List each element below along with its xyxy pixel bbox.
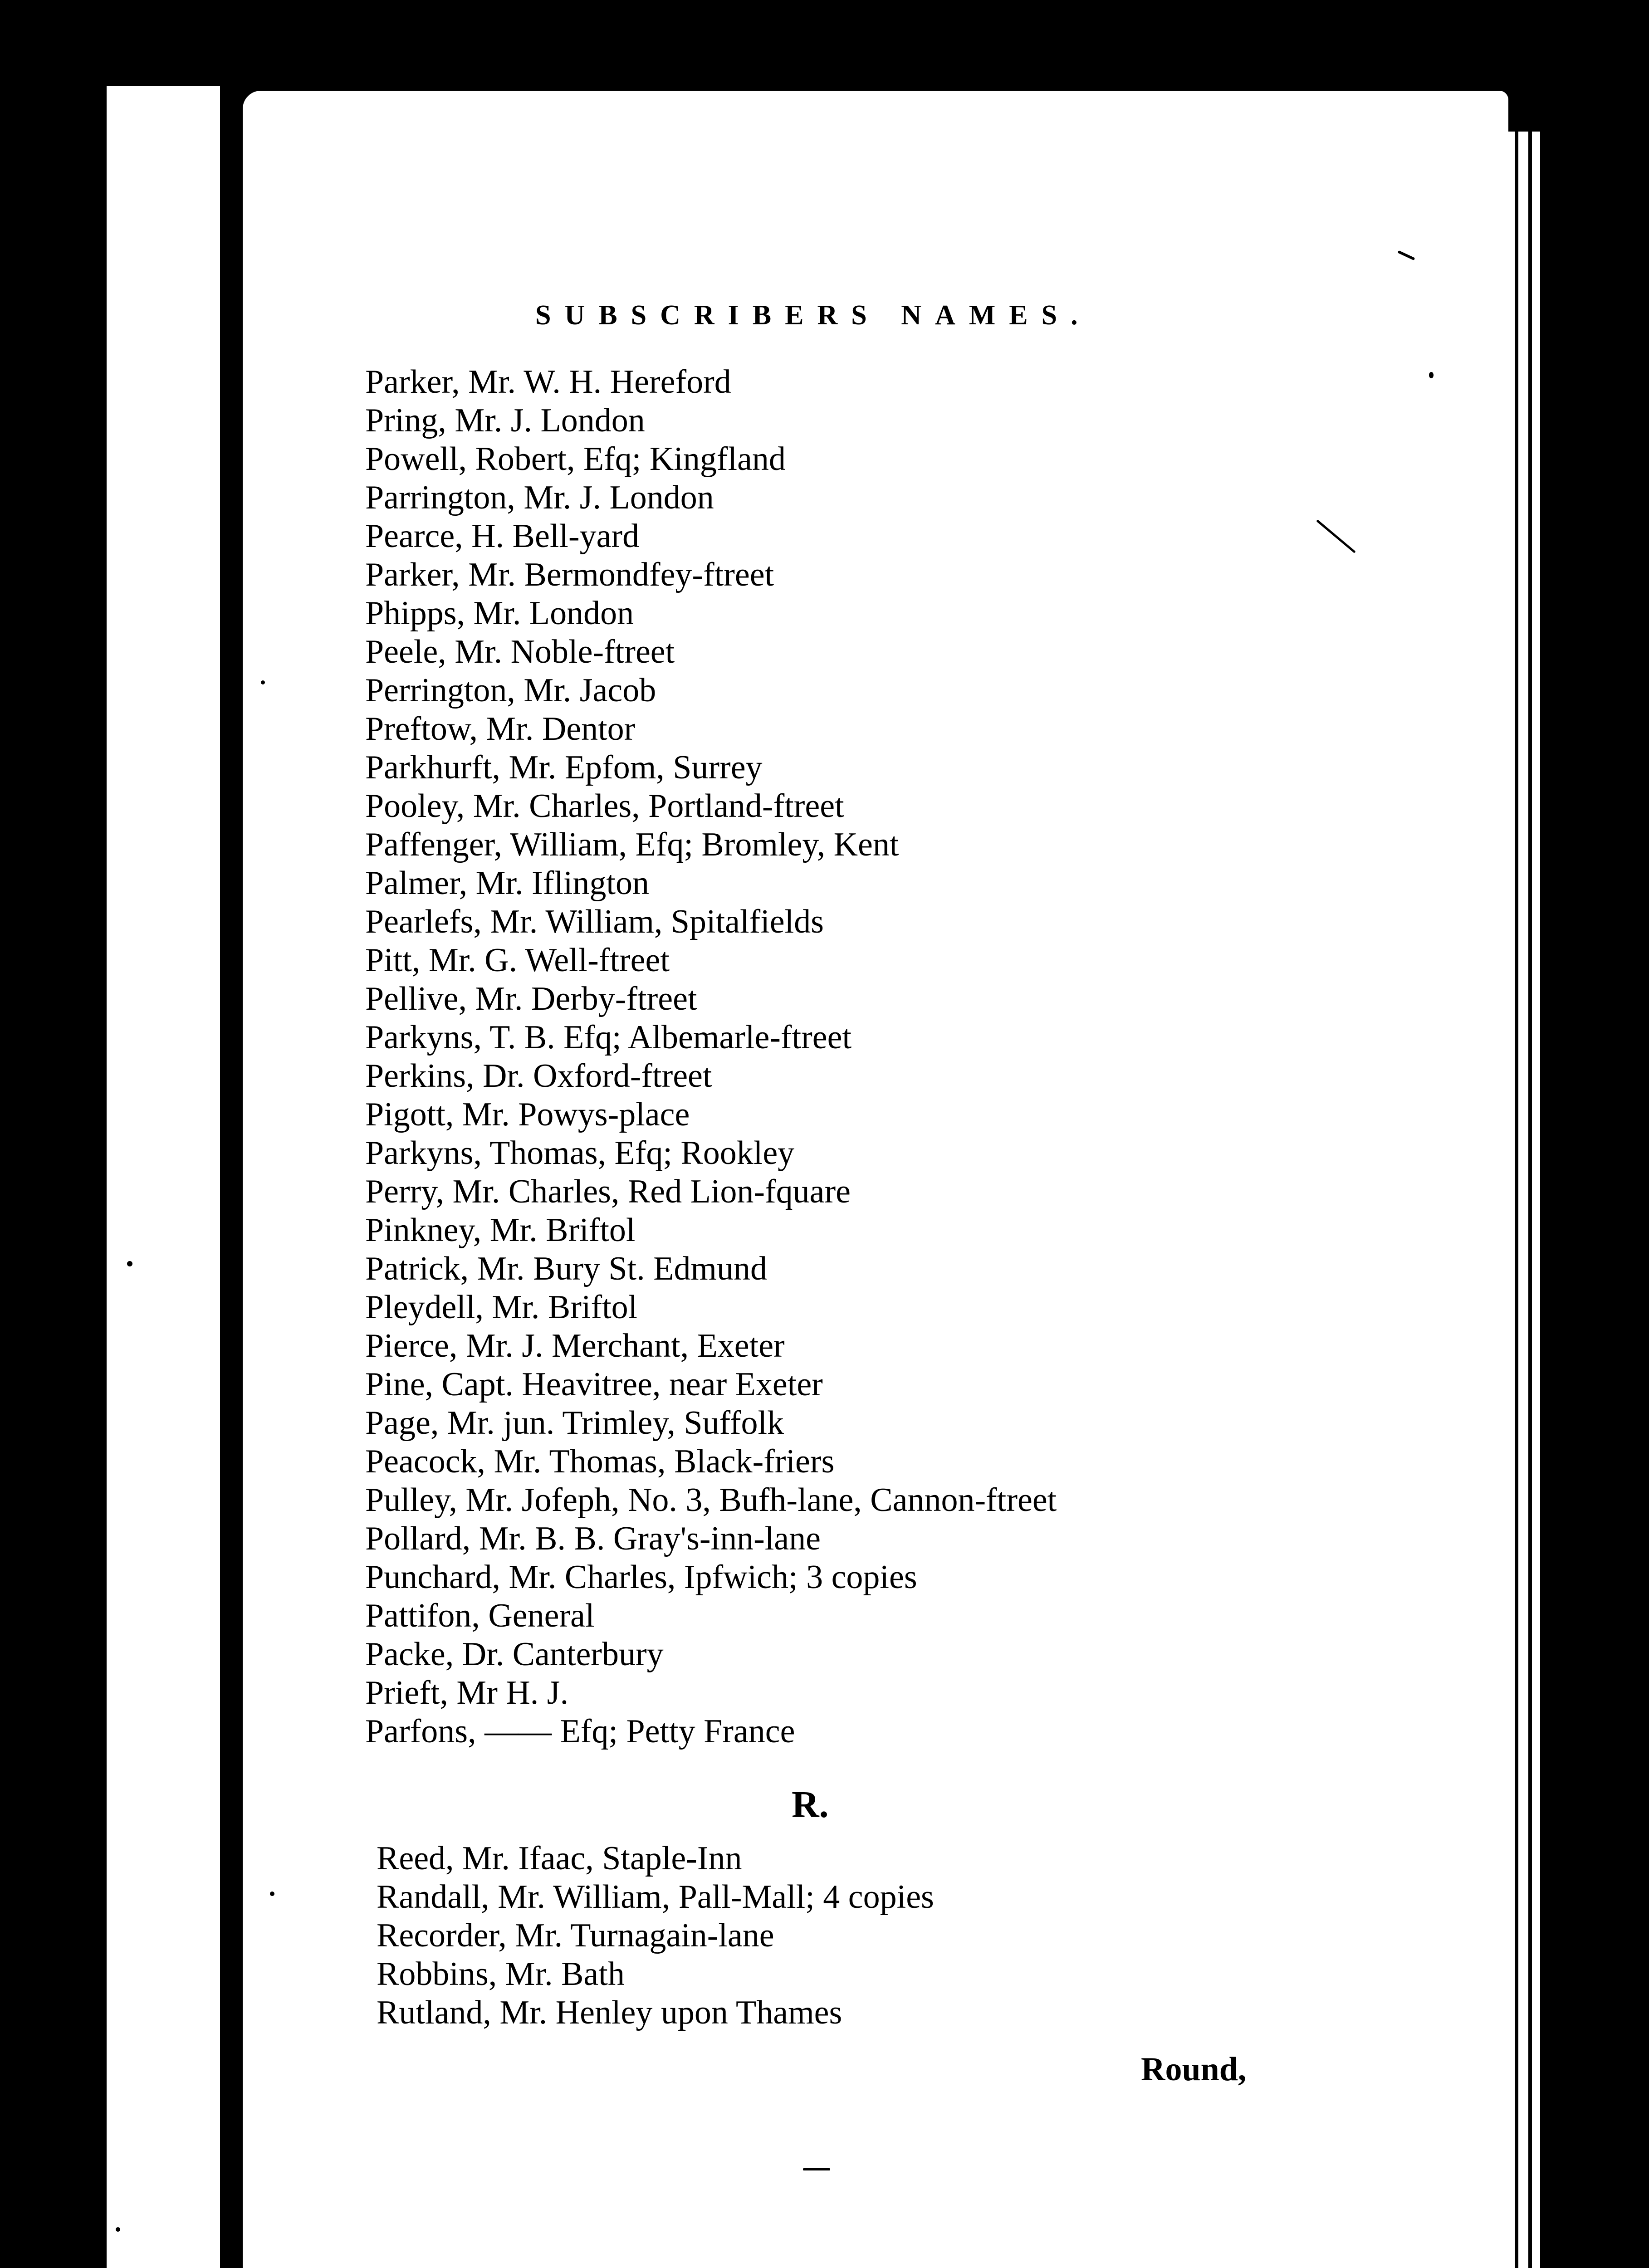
ink-speck — [803, 2168, 830, 2170]
subscriber-entry: Peele, Mr. Noble-ftreet — [365, 633, 675, 670]
subscriber-entry: Paffenger, William, Efq; Bromley, Kent — [365, 826, 899, 863]
edge-rule — [1528, 132, 1532, 2268]
subscriber-entry: Pooley, Mr. Charles, Portland-ftreet — [365, 787, 844, 825]
subscriber-entry: Pearlefs, Mr. William, Spitalfields — [365, 903, 824, 940]
subscriber-entry: Pine, Capt. Heavitree, near Exeter — [365, 1366, 823, 1403]
subscriber-entry: Powell, Robert, Efq; Kingfland — [365, 440, 786, 478]
subscriber-entry: Parrington, Mr. J. London — [365, 479, 714, 516]
subscriber-entry: Robbins, Mr. Bath — [377, 1955, 625, 1993]
ink-speck — [116, 2227, 120, 2232]
subscriber-entry: Punchard, Mr. Charles, Ipfwich; 3 copies — [365, 1559, 917, 1596]
subscriber-entry: Perry, Mr. Charles, Red Lion-fquare — [365, 1173, 851, 1210]
subscriber-entry: Rutland, Mr. Henley upon Thames — [377, 1994, 842, 2031]
subscriber-entry: Parker, Mr. Bermondfey-ftreet — [365, 556, 774, 593]
subscriber-entry: Pierce, Mr. J. Merchant, Exeter — [365, 1327, 785, 1364]
subscriber-entry: Parkyns, Thomas, Efq; Rookley — [365, 1134, 795, 1172]
subscriber-entry: Prieft, Mr H. J. — [365, 1674, 569, 1711]
ink-speck — [1429, 372, 1434, 378]
page-edge-right — [1508, 132, 1540, 2268]
subscriber-entry: Page, Mr. jun. Trimley, Suffolk — [365, 1404, 784, 1442]
edge-rule — [1515, 132, 1518, 2268]
subscriber-list-r — [377, 1839, 934, 2032]
ink-speck — [261, 680, 265, 684]
subscriber-entry: Randall, Mr. William, Pall-Mall; 4 copies — [377, 1878, 934, 1916]
subscriber-entry: Parkyns, T. B. Efq; Albemarle-ftreet — [365, 1019, 852, 1056]
subscriber-entry: Palmer, Mr. Iflington — [365, 865, 649, 902]
subscriber-entry: Peacock, Mr. Thomas, Black-friers — [365, 1443, 835, 1480]
subscriber-entry: Pring, Mr. J. London — [365, 402, 645, 439]
subscriber-entry: Pleydell, Mr. Briftol — [365, 1289, 638, 1326]
subscriber-entry: Pigott, Mr. Powys-place — [365, 1096, 690, 1133]
ink-speck — [127, 1261, 132, 1266]
subscriber-entry: Pattifon, General — [365, 1597, 595, 1634]
subscriber-entry: Reed, Mr. Ifaac, Staple-Inn — [377, 1840, 742, 1877]
subscriber-entry: Parker, Mr. W. H. Hereford — [365, 363, 731, 401]
section-heading: R. — [792, 1784, 829, 1826]
subscriber-entry: Recorder, Mr. Turnagain-lane — [377, 1917, 774, 1954]
subscriber-entry: Pearce, H. Bell-yard — [365, 518, 640, 555]
subscriber-entry: Phipps, Mr. London — [365, 595, 634, 632]
catchword: Round, — [1141, 2051, 1247, 2088]
subscriber-entry: Packe, Dr. Canterbury — [365, 1636, 664, 1673]
subscriber-entry: Pulley, Mr. Jofeph, No. 3, Bufh-lane, Cannon-ftreet — [365, 1481, 1057, 1519]
subscriber-entry: Preftow, Mr. Dentor — [365, 710, 636, 748]
subscriber-entry: Pitt, Mr. G. Well-ftreet — [365, 942, 670, 979]
facing-page-edge — [107, 86, 220, 2268]
subscriber-entry: Pinkney, Mr. Briftol — [365, 1212, 636, 1249]
subscriber-entry: Perrington, Mr. Jacob — [365, 672, 656, 709]
subscriber-entry: Pollard, Mr. B. B. Gray's-inn-lane — [365, 1520, 821, 1557]
subscriber-entry: Patrick, Mr. Bury St. Edmund — [365, 1250, 767, 1287]
ink-speck — [270, 1892, 274, 1896]
subscriber-entry: Perkins, Dr. Oxford-ftreet — [365, 1057, 712, 1095]
subscriber-entry: Parfons, —— Efq; Petty France — [365, 1713, 795, 1750]
running-head: SUBSCRIBERS NAMES. — [535, 300, 1091, 331]
subscriber-entry: Parkhurft, Mr. Epfom, Surrey — [365, 749, 763, 786]
subscriber-entry: Pellive, Mr. Derby-ftreet — [365, 980, 697, 1017]
subscriber-list-p — [365, 363, 1057, 1751]
